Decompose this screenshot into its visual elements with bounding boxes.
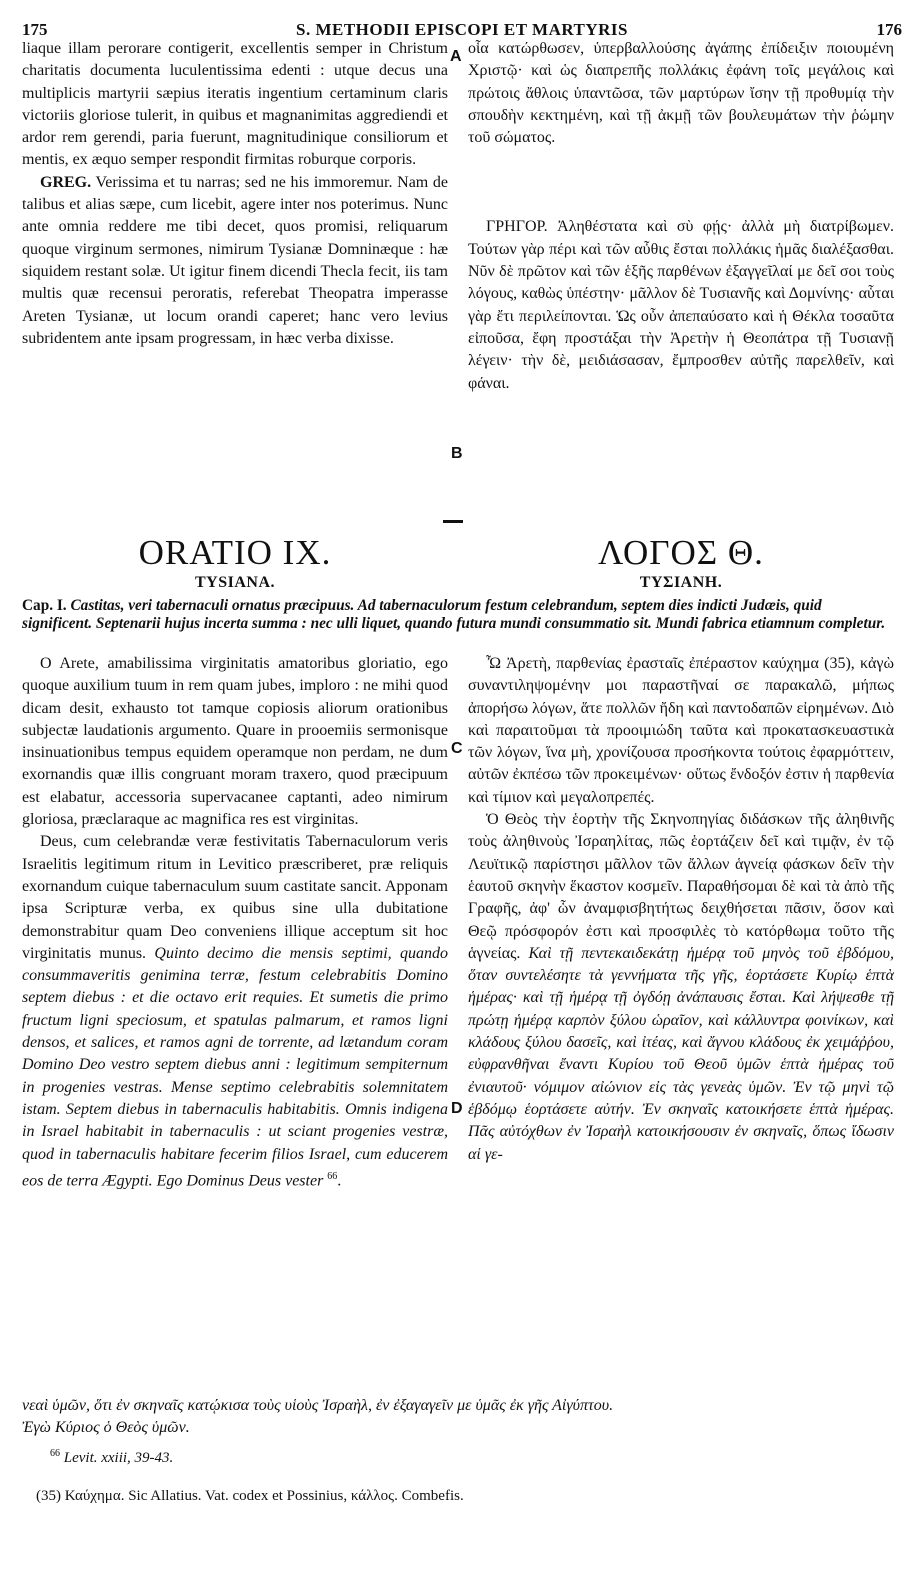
margin-marker-b: B <box>451 445 463 462</box>
latin-body-paragraph-2: Deus, cum celebrandæ veræ festivitatis Tabernaculorum veris Israelitis legitimum ritum in Levitico præscriberet, præ reliquis exornandum cuique tabernaculum suum castitate sancit. Apponam ipsa Scripturæ verba, ex quibus sine ulla dubitatione demonstrabitur quam Deo conveniens illique acceptum sit hoc virginitatis munus. Quinto decimo die mensis septimi, quando consummaveritis genimina terræ, festum celebrabitis Domino septem diebus : et die octavo erit requies. Et sumetis die primo fructum ligni speciosum, et spatulas palmarum, et ramos ligni densos, et salices, et ramos agni de torrente, ad lætandum coram Domino Deo vestro septem diebus anni : legitimum sempiternum in progenies vestras. Mense septimo celebrabitis solemnitatem istam. Septem diebus in tabernaculis habitabitis. Omnis indigena in Israel habitabit in tabernaculis : ut sciant progenies vestræ, quod in tabernaculis habitare fecerim filios Israel, cum educerem eos de terra Ægypti. Ego Dominus Deus vester $^{66}$. <box>22 833 449 1190</box>
greek-greg-text: Ἀληθέστατα καὶ σὺ φῄς· ἀλλὰ μὴ διατρίβωμεν. Τούτων γὰρ πέρι καὶ τῶν αὖθις ἔσται πολλάκις ἡμᾶς διαλέξασθαι. Νῦν δὲ πρῶτον καὶ τῶν ἑξῆς παρθένων ἐξαγγεῖλαί με δεῖ σοι τοὺς λόγους, καθὼς ὑπέστην· μᾶλλον δὲ Τυσιανῆς καὶ Δομνίνης· αὗται γὰρ ἔτι περιλείπονται. Ὡς οὖν ἀπεπαύσατο καὶ ἡ Θέκλα τοσαῦτα εἰποῦσα, ἔφη προστάξαι τὴν Ἀρετὴν ἡ Θεοπάτρα τῇ Τυσιανῇ λέγειν· τὴν δὲ, μειδιάσασαν, ἔμπροσθεν αὐτῆς παρελθεῖν, καὶ φάναι. <box>468 218 895 392</box>
greek-paragraph-continuation: οἷα κατώρθωσεν, ὑπερβαλλούσης ἀγάπης ἐπίδειξιν ποιουμένη Χριστῷ· καὶ ὡς διαπρεπῆς πολλάκις ἐφάνη τοῖς μεγάλοις καὶ πρώτοις ἄθλοις ὑπαντῶσα, τῶν μαρτύρων ἴσην τῇ προθυμίᾳ τὴν σπουδὴν κεκτημένη, καὶ τῇ ἀκμῇ τῶν βουλευμάτων τὴν ῥώμην τοῦ σώματος. <box>468 40 894 147</box>
margin-marker-c: C <box>451 740 463 757</box>
speaker-label-greek: ΓΡΗΓΟΡ. <box>486 218 548 236</box>
greek-fullwidth-tail <box>22 1395 894 1440</box>
latin-greg-text: Verissima et tu narras; sed ne his immoremur. Nam de talibus et alias sæpe, cum licebit, agere inter nos poterimus. Nunc ante omnia reddere me tibi decet, quos promisi, reliquarum quoque virginum sermones, nimirum Tysianæ Domninæque : hæ siquidem restant solæ. Ut igitur finem dicendi Thecla fecit, iis tam multis quæ recensui peroratis, referebat Theopatra imperasse Areten Tysianæ, ut locum orandi caperet; hanc vero levius subridentem ante ipsam progressam, in hæc verba dixisse. <box>22 173 448 347</box>
oratio-title-greek: ΛΟΓΟΣ Θ. <box>598 533 764 572</box>
latin-column-top <box>22 38 448 350</box>
page-number-left: 175 <box>22 20 48 39</box>
footnote-66 <box>50 1448 173 1467</box>
greek-body-paragraph-2 <box>468 809 894 1166</box>
greek-scripture-quote: Καὶ τῇ πεντεκαιδεκάτῃ ἡμέρᾳ τοῦ μηνὸς τοῦ ἑβδόμου, ὅταν συντελέσητε τὰ γεννήματα τῆς γῆς, ἑορτάσετε Κυρίῳ ἑπτὰ ἡμέρας· καὶ τῇ ἡμέρᾳ τῇ ὀγδόῃ ἀνάπαυσις ἔσται. Καὶ λήψεσθε τῇ πρώτῃ ἡμέρᾳ καρπὸν ξύλου ὡραῖον, καὶ κάλλυντρα φοινίκων, καὶ κλάδους ξύλου δασεῖς, καὶ ἰτέας, καὶ ἄγνου κλάδους ἐκ χειμάῤῥου, εὐφρανθῆναι ἔναντι Κυρίου τοῦ Θεοῦ ὑμῶν ἑπτὰ ἡμέρας τοῦ ἐνιαυτοῦ· νόμιμον αἰώνιον εἰς τὰς γενεὰς ὑμῶν. Ἐν τῷ μηνὶ τῷ ἑβδόμῳ ἑορτάσετε αὐτήν. Ἐν σκηναῖς κατοικήσετε ἑπτὰ ἡμέρας. Πᾶς αὐτόχθων ἐν Ἰσραὴλ κατοικήσουσιν ἐν σκηναῖς, ὅπως ἴδωσιν αἱ γε- <box>468 944 894 1163</box>
greek-body-p2-text: Ὁ Θεὸς τὴν ἑορτὴν τῆς Σκηνοπηγίας διδάσκων τῆς ἀληθινῆς τοὺς ἀληθινοὺς Ἰσραηλίτας, πῶς ἑορτάζειν δεῖ καὶ τιμᾷν, ἐν τῷ Λευϊτικῷ παρίστησι μᾶλλον τῶν ἄλλων ἁγνείᾳ φάσκων δεῖν τὴν ἑαυτοῦ σκηνὴν ἕκαστον κοσμεῖν. Παραθήσομαι δὲ καὶ τὰ ἀπὸ τῆς Γραφῆς, ἀφ' ὧν ἀναμφισβητήτως δειχθήσεται πᾶσιν, ὅσον καὶ Θεῷ πρόσφορόν ἐστι καὶ προσφιλὲς τὸ κατόρθωμα τοῦτο τῆς ἁγνείας. <box>468 811 894 962</box>
latin-body-p2-text: Deus, cum celebrandæ veræ festivitatis Tabernaculorum veris Israelitis legitimum ritum in Levitico præscriberet, præ reliquis exornandum cuique tabernaculum suum castitate sancit. Apponam ipsa Scripturæ verba, ex quibus sine ulla dubitatione demonstrabitur quam Deo conveniens illique acceptum sit hoc virginitatis munus. <box>22 833 448 962</box>
latin-column-body <box>22 653 448 1192</box>
greek-paragraph-greg <box>468 216 894 394</box>
greek-column-top <box>468 38 894 395</box>
margin-marker-a: A <box>450 48 462 65</box>
footnote-35: (35) Καύχημα. Sic Allatius. Vat. codex et Possinius, κάλλος. Combefis. <box>36 1488 464 1504</box>
greek-body-paragraph-1: Ὦ Ἀρετὴ, παρθενίας ἐρασταῖς ἐπέραστον καύχημα (35), κἀγὼ συναντιληψομένην μοι παραστῆναί σε παρακαλῶ, μήπως ἀπορήσω λόγων, ἅτε πολλῶν ἤδη καὶ παντοδαπῶν εἰρημένων. Διὸ καὶ παραιτοῦμαι τὰ προοιμιώδη ταῦτα καὶ προκατασκευαστικὰ τῶν λόγων, ἵνα μὴ, χρονίζουσα προσήκοντα τούτοις ἐφαρμόττειν, αὐτῶν ἐκπέσω τῶν προκειμένων· οὕτως ἔνδοξόν ἐστιν ἡ παρθενία καὶ τίμιον καὶ μεγαλοπρεπές. <box>468 655 894 806</box>
oratio-subtitle-latin: TYSIANA. <box>194 574 275 591</box>
latin-paragraph-greg <box>22 172 448 350</box>
chapter-summary-text: Castitas, veri tabernaculi ornatus præcipuus. Ad tabernaculorum festum celebrandum, septem dies indicti Judæis, quid significent. Septenarii hujus incerta summa : nec ulli liquet, quando futura mundi consummatio sit. Mundi fabrica etiamnum completur. <box>22 597 886 632</box>
footnote-mark: 66 <box>50 1448 60 1459</box>
page-number-right: 176 <box>876 20 902 39</box>
latin-paragraph-continuation: liaque illam perorare contigerit, excellentis semper in Christum charitatis documenta luculentissima edenti : utque decus una multiplicis martyrii sæpius iteratis ingentium certaminum claris victoriis gloriose tulerit, in quibus et magnanimitas aggrediendi et ardor rem gerendi, paria fuerunt, magnitudinique consiliorum et mentis, ex æquo semper respondit firmitas roburque corporis. <box>22 40 448 169</box>
oratio-subtitle-greek: ΤΥΣΙΑΝΗ. <box>639 574 723 591</box>
footnote-reference: 66 <box>327 1170 338 1182</box>
running-title: S. METHODII EPISCOPI ET MARTYRIS <box>295 20 628 39</box>
chapter-label: Cap. I. <box>22 597 67 614</box>
chapter-summary <box>22 597 894 632</box>
latin-scripture-quote: Quinto decimo die mensis septimi, quando consummaveritis genimina terræ, festum celebrabitis Domino septem diebus : et die octavo erit requies. Et sumetis die primo fructum ligni speciosum, et spatulas palmarum, et ramos ligni densos, et salices, et ramos agni de torrente, ad lætandum coram Domino Deo vestro septem diebus anni : legitimum sempiternum in progenies vestras. Mense septimo celebrabitis solemnitatem istam. Septem diebus in tabernaculis habitabitis. Omnis indigena in Israel habitabit in tabernaculis : ut sciant progenies vestræ, quod in tabernaculis habitare fecerim filios Israel, cum educerem eos de terra Ægypti. Ego Dominus Deus vester <box>22 944 449 1190</box>
margin-marker-d: D <box>451 1100 463 1117</box>
oratio-title-latin: ORATIO IX. <box>138 533 332 572</box>
footnote-66-text: Levit. xxiii, 39-43. <box>63 1450 174 1466</box>
greek-column-body <box>468 653 894 1166</box>
latin-body-paragraph-1: O Arete, amabilissima virginitatis amatoribus gloriatio, ego quoque auxilium tuum in rem quam jubes, imploro : ne mihi quod dicam desit, exhausto tot tamque copiosis aliorum orationibus subjectæ laudationis argumento. Quare in prooemiis sermonisque insinuationibus tempus equidem operamque non perdam, ne dum exornandis quæ illis congruant moram traxero, quod præcipuum est elabatur, accessoria supervacanee captanti, adeo nimirum gloriosa, præclaraque ac magnifica res est virginitas. <box>22 655 448 829</box>
section-divider <box>443 520 463 523</box>
speaker-label: GREG. <box>40 173 92 191</box>
greek-tail-line-2: Ἐγὼ Κύριος ὁ Θεὸς ὑμῶν. <box>22 1419 190 1437</box>
greek-tail-line-1: νεαὶ ὑμῶν, ὅτι ἐν σκηναῖς κατῴκισα τοὺς υἱοὺς Ἰσραὴλ, ἐν ἐξαγαγεῖν με ὑμᾶς ἐκ γῆς Αἰγύπτου. <box>22 1397 614 1414</box>
